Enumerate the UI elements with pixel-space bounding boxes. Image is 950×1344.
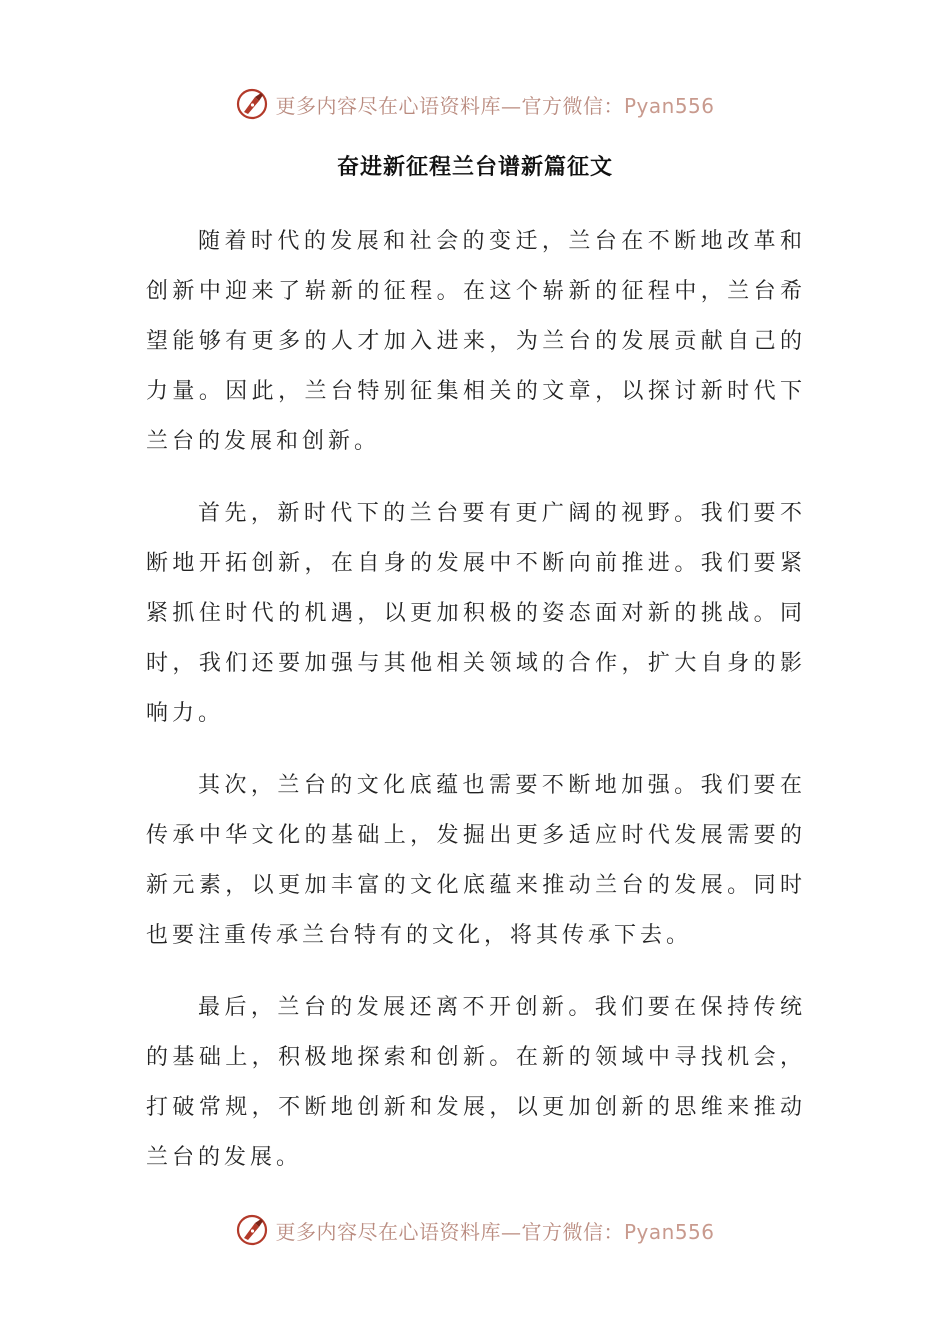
footer-banner-text: 更多内容尽在心语资料库—官方微信：Pyan556: [275, 1219, 715, 1244]
header-banner: [0, 84, 950, 124]
document-title: 奋进新征程兰台谱新篇征文: [336, 155, 613, 180]
header-banner-text: 更多内容尽在心语资料库—官方微信：Pyan556: [275, 93, 715, 118]
document-body: [146, 217, 806, 1205]
paragraph-3: 其次，兰台的文化底蕴也需要不断地加强。我们要在传承中华文化的基础上，发掘出更多适应时代发展需要的新元素，以更加丰富的文化底蕴来推动兰台的发展。同时也要注重传承兰台特有的文化，将其传承下去。: [146, 773, 806, 948]
header-wechat-id: Pyan556: [623, 93, 715, 118]
pen-nib-logo-icon: [235, 87, 269, 121]
pen-nib-logo-icon: [235, 1213, 269, 1247]
paragraph-4: 最后，兰台的发展还离不开创新。我们要在保持传统的基础上，积极地探索和创新。在新的领域中寻找机会，打破常规，不断地创新和发展，以更加创新的思维来推动兰台的发展。: [146, 995, 806, 1170]
footer-banner: [0, 1210, 950, 1250]
paragraph-2: 首先，新时代下的兰台要有更广阔的视野。我们要不断地开拓创新，在自身的发展中不断向前推进。我们要紧紧抓住时代的机遇，以更加积极的姿态面对新的挑战。同时，我们还要加强与其他相关领域的合作，扩大自身的影响力。: [146, 501, 806, 726]
paragraph-1: 随着时代的发展和社会的变迁，兰台在不断地改革和创新中迎来了崭新的征程。在这个崭新的征程中，兰台希望能够有更多的人才加入进来，为兰台的发展贡献自己的力量。因此，兰台特别征集相关的文章，以探讨新时代下兰台的发展和创新。: [146, 229, 806, 454]
footer-wechat-id: Pyan556: [623, 1219, 715, 1244]
